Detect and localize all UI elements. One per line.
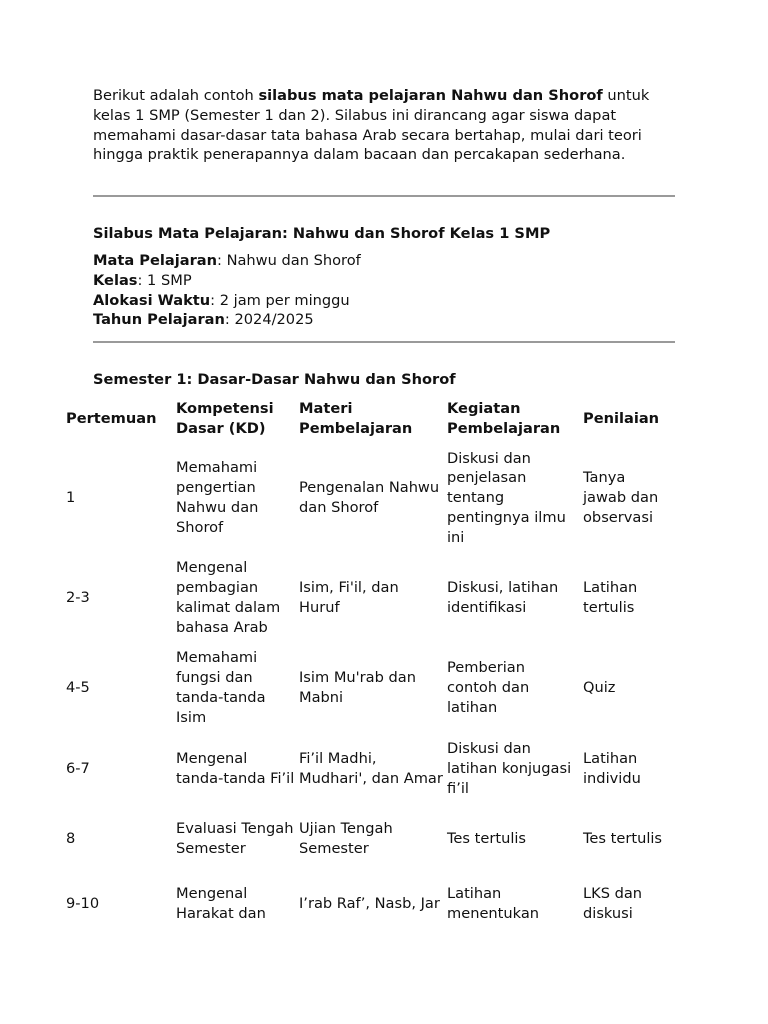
cell-meeting: 2-3 (66, 589, 90, 607)
intro-text-start: Berikut adalah contoh (93, 87, 259, 104)
divider-bottom (93, 341, 675, 343)
cell-assessment: Latihan tertulis (583, 579, 638, 616)
cell-material: Isim Mu'rab dan Mabni (299, 669, 416, 706)
cell-meeting: 8 (66, 830, 76, 848)
header-activity: Kegiatan Pembelajaran (447, 400, 561, 437)
header-meeting: Pertemuan (66, 410, 157, 428)
intro-text-end: untuk kelas 1 SMP (Semester 1 dan 2). Silabus ini dirancang agar siswa dapat memahami dasar-dasar tata bahasa Arab secara bertahap, mulai dari teori hingga praktik penerapannya dalam bacaan dan percakapan sederhana. (93, 87, 650, 164)
header-material: Materi Pembelajaran (299, 400, 413, 437)
cell-activity: Diskusi dan penjelasan tentang pentingnya ilmu ini (447, 449, 566, 546)
divider-top (93, 195, 675, 197)
meta-value: : 2 jam per minggu (210, 291, 350, 309)
cell-competency: Mengenal pembagian kalimat dalam bahasa Arab (176, 559, 281, 636)
cell-activity: Latihan menentukan (447, 885, 540, 922)
cell-assessment: Tes tertulis (583, 830, 663, 848)
meta-label: Mata Pelajaran (93, 252, 218, 269)
syllabus-title: Silabus Mata Pelajaran: Nahwu dan Shorof Kelas 1 SMP (93, 225, 551, 242)
meta-subject (93, 251, 361, 271)
cell-meeting: 9-10 (66, 895, 100, 913)
cell-meeting: 1 (66, 489, 76, 507)
cell-activity: Tes tertulis (447, 830, 527, 848)
header-competency: Kompetensi Dasar (KD) (176, 400, 274, 437)
table-header-row (64, 397, 674, 441)
cell-assessment: LKS dan diskusi (583, 885, 643, 922)
table-row (64, 875, 674, 933)
cell-competency: Memahami pengertian Nahwu dan Shorof (176, 459, 259, 536)
table-row (64, 555, 674, 641)
syllabus-meta (93, 251, 361, 330)
cell-competency: Memahami fungsi dan tanda-tanda Isim (176, 649, 266, 726)
cell-material: Fi’il Madhi, Mudhari', dan Amar (299, 750, 443, 787)
cell-activity: Pemberian contoh dan latihan (447, 659, 530, 716)
cell-meeting: 4-5 (66, 679, 90, 697)
cell-competency: Mengenal tanda-tanda Fi’il (176, 750, 295, 787)
table-row (64, 735, 674, 803)
table-row (64, 441, 674, 555)
cell-assessment: Tanya jawab dan observasi (583, 469, 659, 526)
meta-academic-year (93, 310, 361, 330)
intro-paragraph (93, 86, 675, 165)
meta-label: Tahun Pelajaran (93, 311, 225, 329)
intro-bold-phrase: silabus mata pelajaran Nahwu dan Shorof (258, 87, 603, 104)
header-assessment: Penilaian (583, 410, 660, 428)
syllabus-table (64, 397, 674, 933)
cell-assessment: Quiz (583, 679, 616, 697)
meta-value: : 2024/2025 (224, 311, 314, 329)
meta-value: : Nahwu dan Shorof (217, 252, 361, 269)
cell-material: Pengenalan Nahwu dan Shorof (299, 479, 440, 516)
cell-material: Isim, Fi'il, dan Huruf (299, 579, 399, 616)
cell-meeting: 6-7 (66, 760, 90, 778)
cell-activity: Diskusi, latihan identifikasi (447, 579, 559, 616)
cell-material: I’rab Raf’, Nasb, Jar (299, 895, 440, 913)
table-row (64, 803, 674, 875)
cell-activity: Diskusi dan latihan konjugasi fi’il (447, 740, 572, 797)
meta-class (93, 271, 361, 291)
semester-title: Semester 1: Dasar-Dasar Nahwu dan Shorof (93, 371, 456, 388)
cell-assessment: Latihan individu (583, 750, 641, 787)
meta-time-allocation (93, 291, 361, 311)
meta-label: Alokasi Waktu (93, 291, 211, 309)
table-row (64, 641, 674, 735)
meta-value: : 1 SMP (137, 271, 192, 289)
cell-material: Ujian Tengah Semester (299, 820, 393, 857)
cell-competency: Mengenal Harakat dan (176, 885, 266, 922)
meta-label: Kelas (93, 271, 138, 289)
cell-competency: Evaluasi Tengah Semester (176, 820, 294, 857)
